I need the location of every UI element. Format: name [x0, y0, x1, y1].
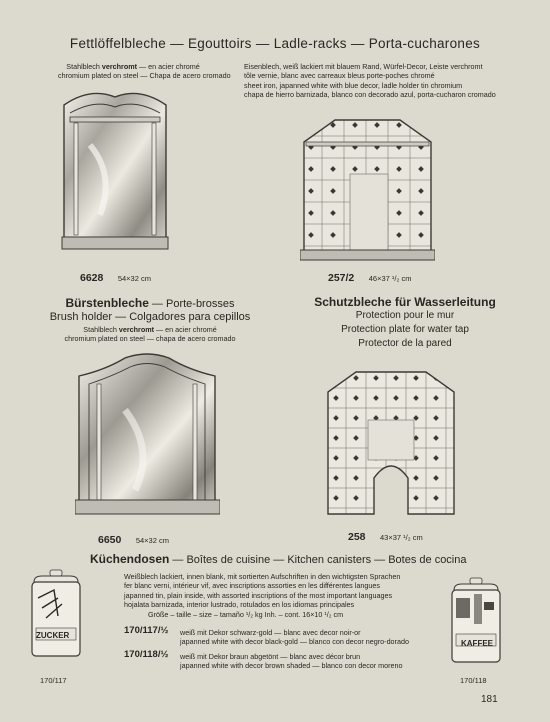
- kuechen-size-row: Größe – taille – size – tamaño ¹/₂ kg Inh. – cont. 16×10 ¹/₂ cm: [148, 610, 344, 619]
- kuechen-row-170-117: 170/117/½ weiß mit Dekor schwarz-gold — blanc avec decor noir-or japanned white with decor black-gold — blanco con decor negro-dorado: [124, 625, 409, 646]
- kuechen-heading: Küchendosen — Boîtes de cuisine — Kitchen canisters — Botes de cocina: [90, 552, 467, 566]
- header-title-2: Egouttoirs: [187, 36, 252, 51]
- header-sep: —: [170, 36, 184, 51]
- burst-heading: Bürstenbleche — Porte-brosses Brush holder — Colgadores para cepillos: [49, 296, 251, 323]
- item-6628-caption: 6628 54×32 cm: [80, 272, 151, 284]
- page-header: Fettlöffelbleche — Egouttoirs — Ladle-racks — Porta-cucharones: [69, 36, 481, 51]
- item-257-caption: 257/2 46×37 ¹/₂ cm: [328, 272, 412, 284]
- item-6628-material: Stahlblech verchromt — en acier chromé chromium plated on steel — Chapa de acero cromado: [58, 62, 231, 81]
- page-number: 181: [481, 694, 498, 705]
- brush-holder-6650-image: [75, 350, 220, 525]
- protection-plate-258-image: [326, 368, 456, 518]
- header-title-1: Fettlöffelbleche: [69, 36, 167, 51]
- kuechen-description: Weißblech lackiert, innen blank, mit sortierten Aufschriften in den wichtigsten Sprachen fer blanc verni, intérieur vif, avec inscriptions assorties en les différentes langues japanned tin, plain inside, with assorted inscriptions of the most important languages hojalata barnizada, interior lustrado, rotulados en los idiomas principales: [124, 572, 401, 610]
- schutz-heading: Schutzbleche für Wasserleitung Protection pour le mur Protection plate for water tap Protector de la pared: [314, 295, 496, 349]
- header-title-3: Ladle-racks: [273, 36, 347, 51]
- item-257-description: Eisenblech, weiß lackiert mit blauem Rand, Würfel-Decor, Leiste verchromt tôle vernie, blanc avec carreaux bleus porte-poches chromé sheet iron, japanned white with blue decor, ladle holder tin chromium chapa de hierro barnizada, blanco con decorado azul, porta-cucharon cromado: [244, 62, 496, 100]
- ladle-rack-257-image: [300, 114, 435, 264]
- can2-number: 170/118: [460, 676, 487, 685]
- header-title-4: Porta-cucharones: [368, 36, 481, 51]
- burst-material: Stahlblech verchromt — en acier chromé chromium plated on steel — chapa de acero cromado: [64, 325, 236, 344]
- can1-number: 170/117: [40, 676, 67, 685]
- kuechen-row-170-118: 170/118/½ weiß mit Dekor braun abgetönt — blanc avec décor brun japanned white with decor brown shaded — blanco con decor moreno: [124, 649, 403, 670]
- canister-zucker-image: [28, 568, 84, 660]
- item-258-caption: 258 43×37 ¹/₂ cm: [348, 531, 423, 543]
- ladle-rack-6628-image: [60, 85, 170, 260]
- canister-kaffee-image: [448, 576, 504, 668]
- can2-label: KAFFEE: [461, 639, 493, 648]
- item-6650-caption: 6650 54×32 cm: [98, 534, 169, 546]
- can1-label: ZUCKER: [36, 631, 70, 640]
